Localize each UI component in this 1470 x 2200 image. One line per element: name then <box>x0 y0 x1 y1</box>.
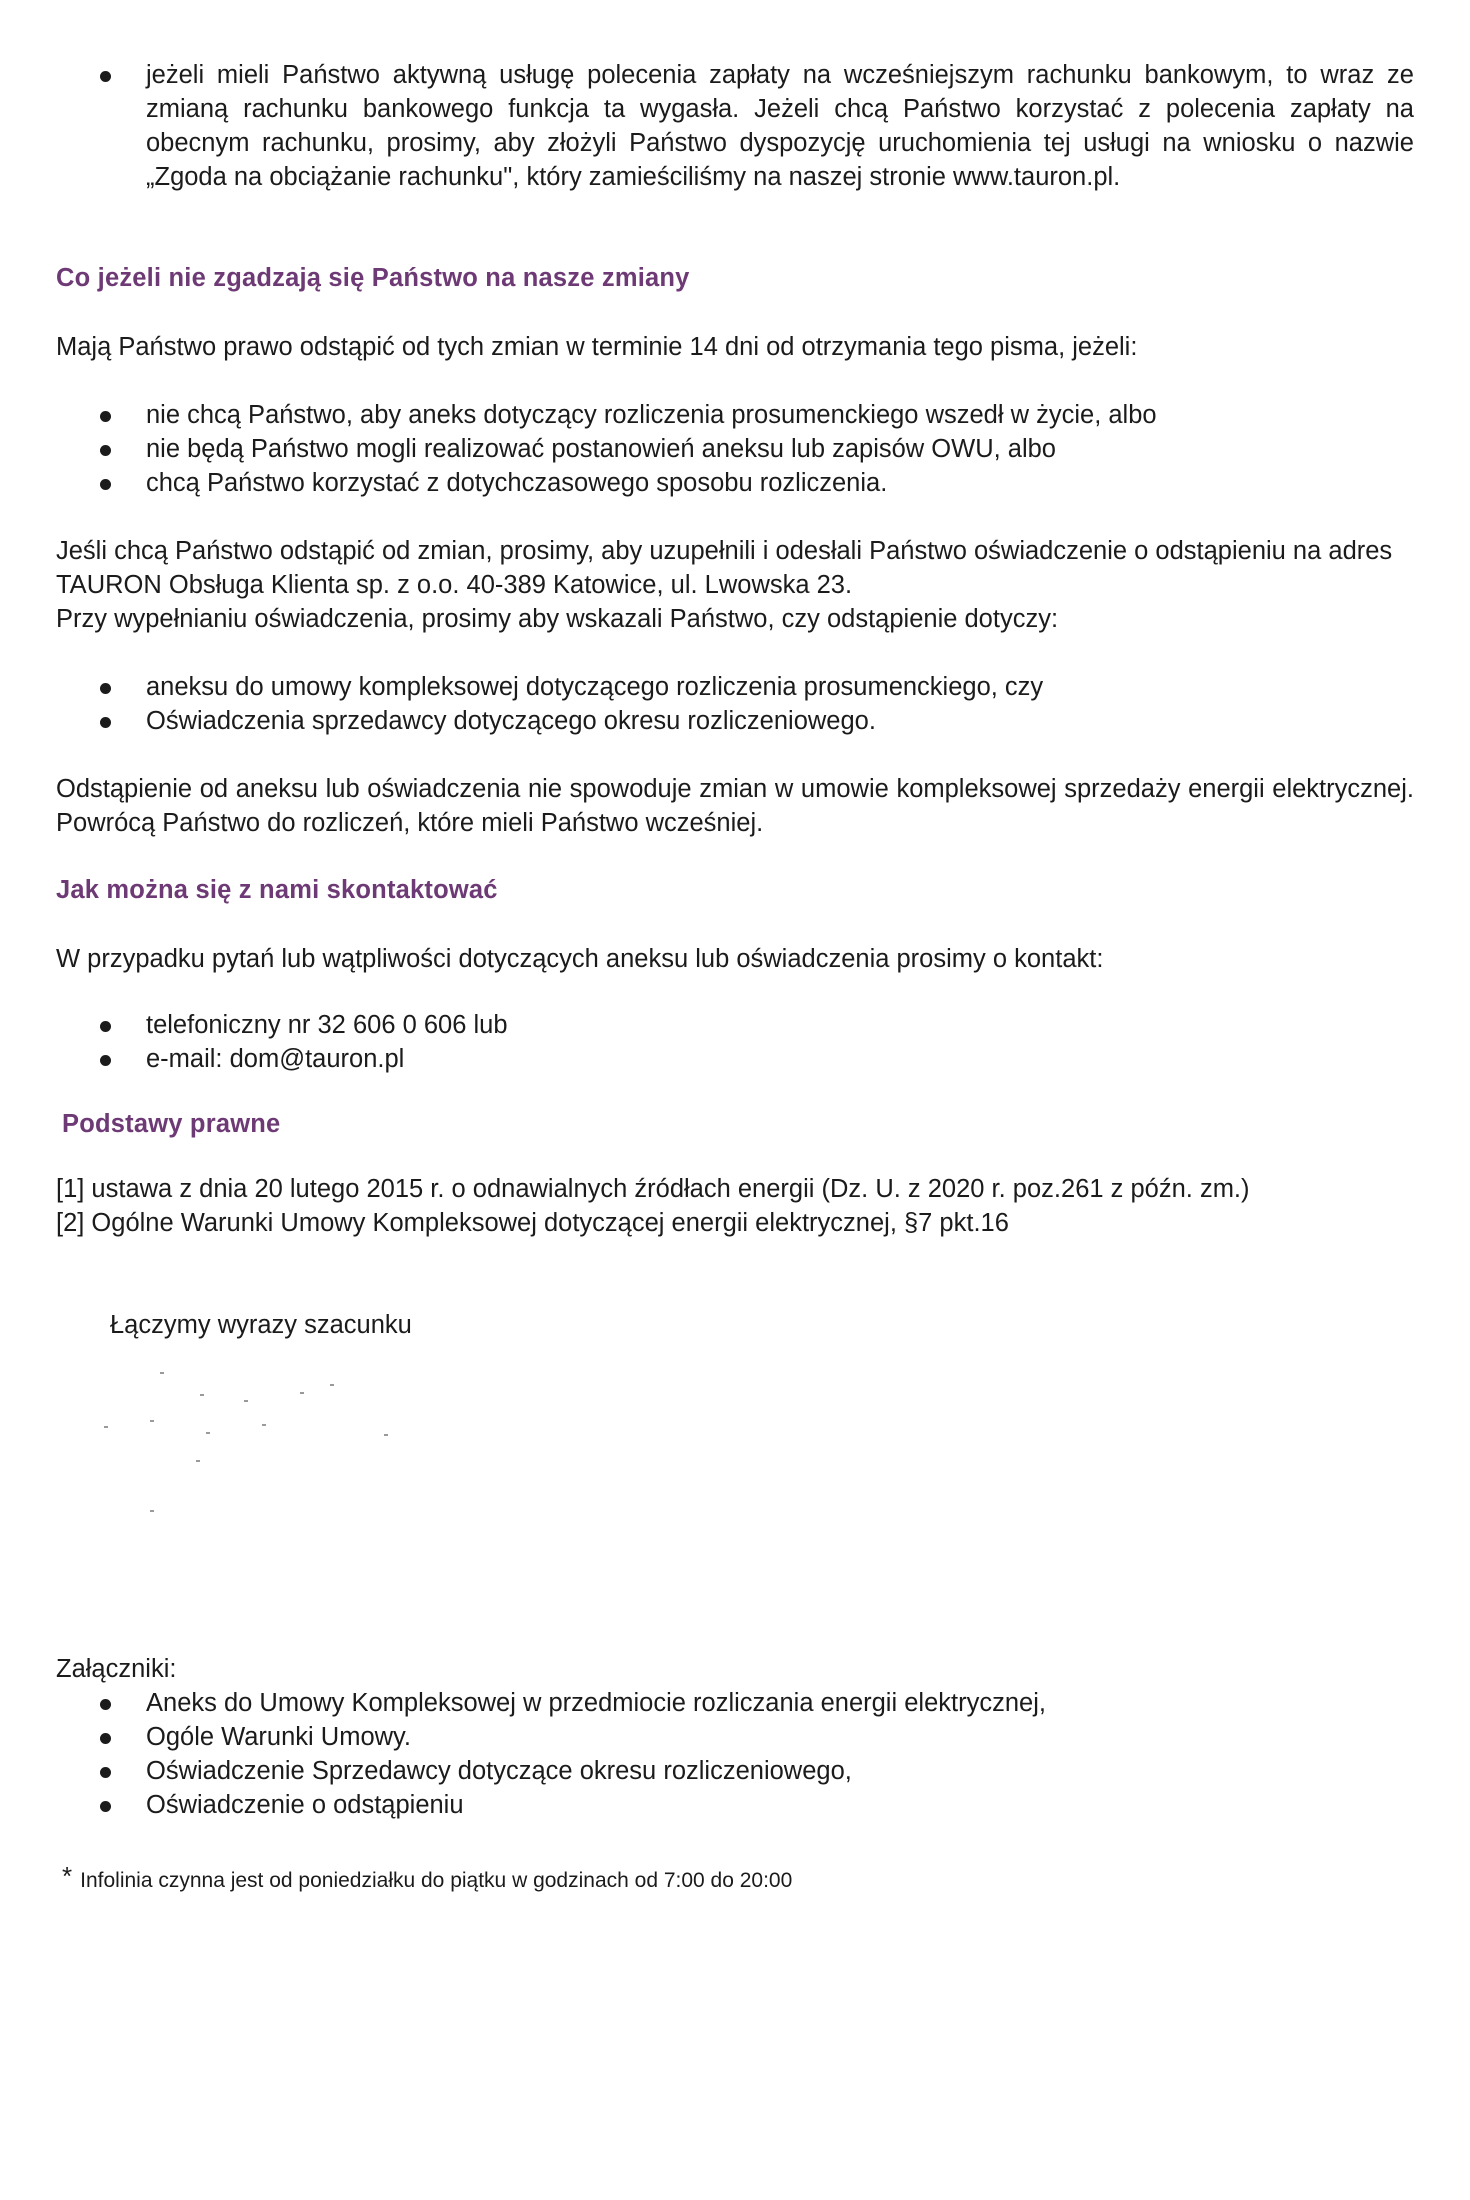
list-item: nie będą Państwo mogli realizować postanowień aneksu lub zapisów OWU, albo <box>56 432 1414 466</box>
footnote-mark: * <box>62 1861 73 1891</box>
attachment-item: Oświadczenie Sprzedawcy dotyczące okresu rozliczeniowego, <box>56 1754 1414 1788</box>
phone-item: telefoniczny nr 32 606 0 606 lub <box>56 1008 1414 1042</box>
footnote-text: Infolinia czynna jest od poniedziałku do piątku w godzinach od 7:00 do 20:00 <box>80 1869 793 1892</box>
list-item: nie chcą Państwo, aby aneks dotyczący rozliczenia prosumenckiego wszedł w życie, albo <box>56 398 1414 432</box>
withdraw-paragraph <box>56 534 1414 636</box>
list-item: Oświadczenia sprzedawcy dotyczącego okresu rozliczeniowego. <box>56 704 1414 738</box>
intro-bullet-text: jeżeli mieli Państwo aktywną usługę polecenia zapłaty na wcześniejszym rachunku bankowym, to wraz ze zmianą rachunku bankowego funkcja ta wygasła. Jeżeli chcą Państwo korzystać z polecenia zapłaty na obecnym rachunku, prosimy, aby złożyli Państwo dyspozycję uruchomienia tej usługi na wniosku o nazwie „Zgoda na obciążanie rachunku", który zamieściliśmy na naszej stronie www.tauron.pl. <box>146 61 1414 191</box>
intro-bullet-block <box>56 58 1414 194</box>
list-item: aneksu do umowy kompleksowej dotyczącego rozliczenia prosumenckiego, czy <box>56 670 1414 704</box>
legal-ref: [2] Ogólne Warunki Umowy Kompleksowej dotyczącej energii elektrycznej, §7 pkt.16 <box>56 1209 1009 1237</box>
attachments-list <box>56 1686 1414 1822</box>
attachment-item: Aneks do Umowy Kompleksowej w przedmiocie rozliczania energii elektrycznej, <box>56 1686 1414 1720</box>
closing-text: Łączymy wyrazy szacunku <box>110 1311 412 1339</box>
contact-intro: W przypadku pytań lub wątpliwości dotyczących aneksu lub oświadczenia prosimy o kontakt: <box>56 945 1104 973</box>
intro-bullet <box>56 58 1414 194</box>
fill-text: Przy wypełnianiu oświadczenia, prosimy aby wskazali Państwo, czy odstąpienie dotyczy: <box>56 605 1059 633</box>
heading-legal: Podstawy prawne <box>62 1110 281 1138</box>
attachments-label: Załączniki: <box>56 1655 177 1683</box>
list-item: chcą Państwo korzystać z dotychczasowego sposobu rozliczenia. <box>56 466 1414 500</box>
attachment-item: Oświadczenie o odstąpieniu <box>56 1788 1414 1822</box>
legal-refs <box>56 1172 1414 1240</box>
legal-ref: [1] ustawa z dnia 20 lutego 2015 r. o odnawialnych źródłach energii (Dz. U. z 2020 r. poz.261 z późn. zm.) <box>56 1175 1250 1203</box>
heading-contact: Jak można się z nami skontaktować <box>56 876 498 904</box>
disagree-intro: Mają Państwo prawo odstąpić od tych zmian w terminie 14 dni od otrzymania tego pisma, jeżeli: <box>56 333 1138 361</box>
fill-bullets-block <box>56 670 1414 738</box>
attachment-item: Ogóle Warunki Umowy. <box>56 1720 1414 1754</box>
outcome-paragraph: Odstąpienie od aneksu lub oświadczenia nie spowoduje zmian w umowie kompleksowej sprzedaży energii elektrycznej. Powrócą Państwo do rozliczeń, które mieli Państwo wcześniej. <box>56 775 1414 837</box>
disagree-bullets-block <box>56 398 1414 500</box>
footnote <box>62 1862 1420 1895</box>
withdraw-text: Jeśli chcą Państwo odstąpić od zmian, prosimy, aby uzupełnili i odesłali Państwo oświadczenie o odstąpieniu na adres TAURON Obsługa Klienta sp. z o.o. 40-389 Katowice, ul. Lwowska 23. <box>56 537 1393 599</box>
heading-disagree: Co jeżeli nie zgadzają się Państwo na nasze zmiany <box>56 264 690 292</box>
email-item: e-mail: dom@tauron.pl <box>56 1042 1414 1076</box>
contact-bullets-block <box>56 1008 1414 1076</box>
